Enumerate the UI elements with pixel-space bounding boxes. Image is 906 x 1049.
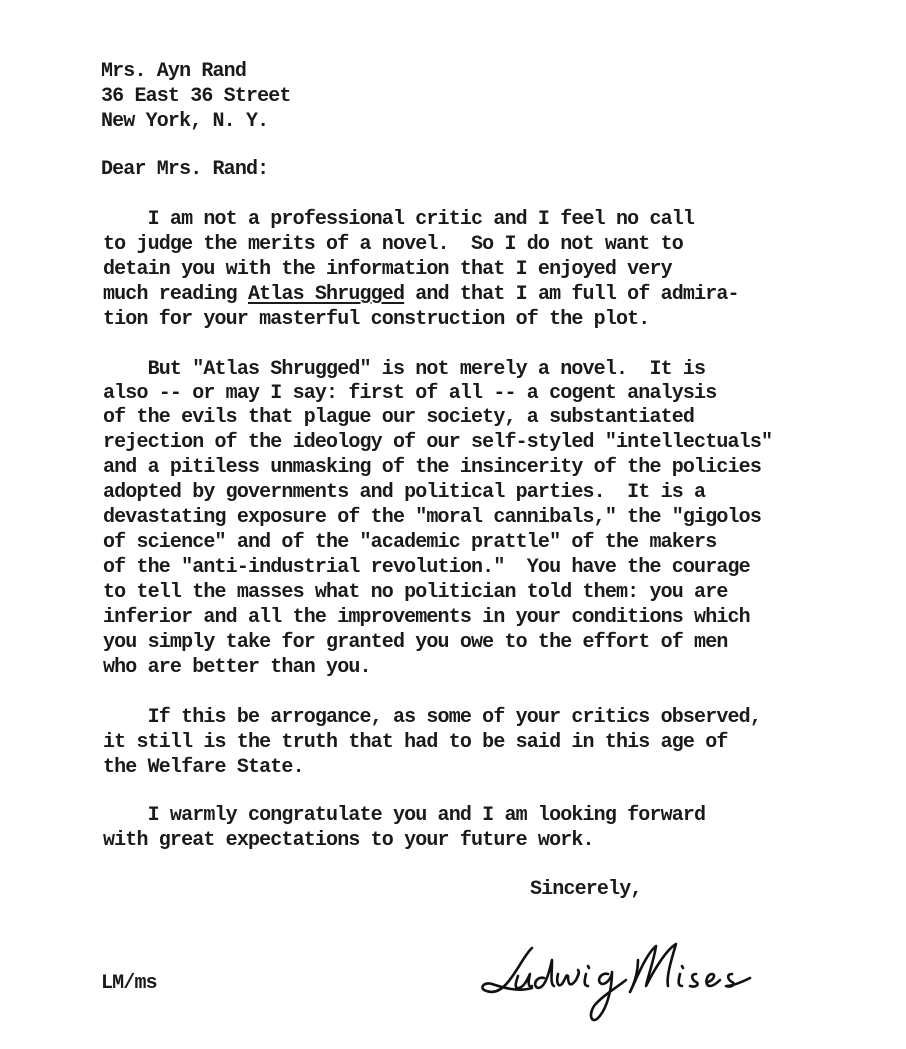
signature: [470, 930, 770, 1030]
paragraph-1-text: and that I am full of admira-: [404, 283, 739, 306]
recipient-city: New York, N. Y.: [101, 110, 269, 133]
salutation: Dear Mrs. Rand:: [101, 158, 269, 181]
paragraph-2-line: also -- or may I say: first of all -- a cogent analysis: [103, 382, 717, 405]
paragraph-2-line: of the "anti-industrial revolution." You have the courage: [103, 556, 750, 579]
paragraph-1-line: to judge the merits of a novel. So I do not want to: [103, 233, 683, 256]
paragraph-2-line: of the evils that plague our society, a substantiated: [103, 406, 695, 429]
paragraph-1-line: detain you with the information that I enjoyed very: [103, 258, 672, 281]
paragraph-2-line: of science" and of the "academic prattle" of the makers: [103, 531, 717, 554]
paragraph-2-line: you simply take for granted you owe to the effort of men: [103, 631, 728, 654]
paragraph-2-line: devastating exposure of the "moral cannibals," the "gigolos: [103, 506, 761, 529]
paragraph-3-line: it still is the truth that had to be said in this age of: [103, 731, 728, 754]
paragraph-1-line: [103, 283, 739, 307]
closing: Sincerely,: [530, 878, 642, 901]
paragraph-2-line: to tell the masses what no politician told them: you are: [103, 581, 728, 604]
recipient-street: 36 East 36 Street: [101, 85, 291, 108]
paragraph-4-line: with great expectations to your future work.: [103, 829, 594, 852]
paragraph-4-line: I warmly congratulate you and I am looking forward: [103, 804, 706, 827]
paragraph-3-line: the Welfare State.: [103, 756, 304, 779]
book-title: Atlas Shrugged: [247, 283, 405, 306]
paragraph-2-line: adopted by governments and political parties. It is a: [103, 481, 706, 504]
paragraph-1-line: I am not a professional critic and I feel no call: [103, 208, 695, 231]
paragraph-2-line: who are better than you.: [103, 656, 371, 679]
paragraph-3-line: If this be arrogance, as some of your critics observed,: [103, 706, 761, 729]
paragraph-2-line: But "Atlas Shrugged" is not merely a novel. It is: [103, 358, 706, 381]
paragraph-2-line: inferior and all the improvements in your conditions which: [103, 606, 750, 629]
paragraph-1-text: much reading: [103, 283, 248, 306]
recipient-name: Mrs. Ayn Rand: [101, 60, 246, 83]
paragraph-1-line: tion for your masterful construction of the plot.: [103, 308, 650, 331]
reference-initials: LM/ms: [101, 972, 157, 995]
paragraph-2-line: rejection of the ideology of our self-styled "intellectuals": [103, 431, 773, 454]
paragraph-2-line: and a pitiless unmasking of the insincerity of the policies: [103, 456, 761, 479]
